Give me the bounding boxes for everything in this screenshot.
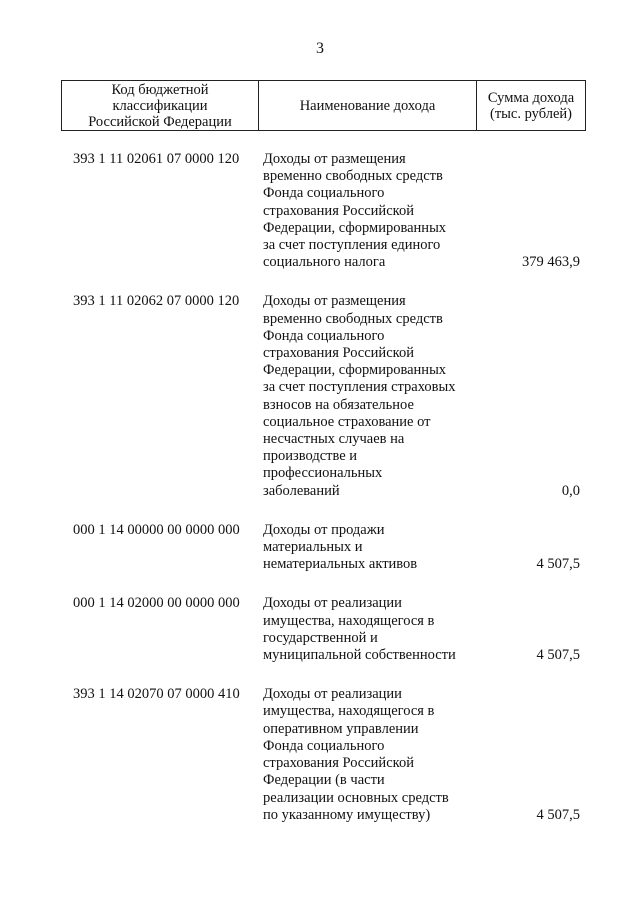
page-number: 3	[316, 40, 324, 57]
row-name: Доходы от реализации имущества, находящегося в оперативном управлении Фонда социального страхования Российской Федерации (в части реализации основных средств по указанному имуществу)	[263, 686, 449, 823]
row-code: 000 1 14 02000 00 0000 000	[73, 595, 240, 612]
row-name: Доходы от реализации имущества, находящегося в государственной и муниципальной собственности	[263, 595, 456, 664]
header-sum	[477, 81, 585, 130]
row-code: 393 1 11 02061 07 0000 120	[73, 151, 240, 167]
row-sum: 379 463,9	[522, 254, 580, 271]
header-name-text: Наименование дохода	[299, 97, 436, 114]
table-row	[0, 293, 640, 499]
header-name	[259, 81, 477, 130]
row-sum: 4 507,5	[536, 556, 580, 573]
table-header	[61, 80, 586, 131]
table-row	[0, 522, 640, 574]
row-sum: 4 507,5	[536, 806, 580, 823]
table-row	[0, 686, 640, 824]
row-code: 000 1 14 00000 00 0000 000	[73, 521, 240, 538]
income-rows	[0, 151, 640, 846]
table-row	[0, 151, 640, 271]
row-code: 393 1 11 02062 07 0000 120	[73, 293, 240, 310]
row-name: Доходы от размещения временно свободных средств Фонда социального страхования Российской Федерации, сформированных за счет поступления страховых взносов на обязательное социальное страхование от несчастных случаев на производстве и профессиональных заболеваний	[263, 293, 456, 499]
row-name: Доходы от продажи материальных и нематериальных активов	[263, 521, 418, 573]
row-code: 393 1 14 02070 07 0000 410	[73, 686, 240, 703]
header-sum-text: Сумма дохода (тыс. рублей)	[487, 89, 575, 122]
row-sum: 0,0	[561, 482, 580, 499]
table-row	[0, 595, 640, 664]
header-code	[62, 81, 259, 130]
row-name: Доходы от размещения временно свободных средств Фонда социального страхования Российской Федерации, сформированных за счет поступления единого социального налога	[263, 151, 447, 271]
row-sum: 4 507,5	[536, 647, 580, 664]
header-code-text: Код бюджетной классификации Российской Федерации	[88, 81, 232, 130]
